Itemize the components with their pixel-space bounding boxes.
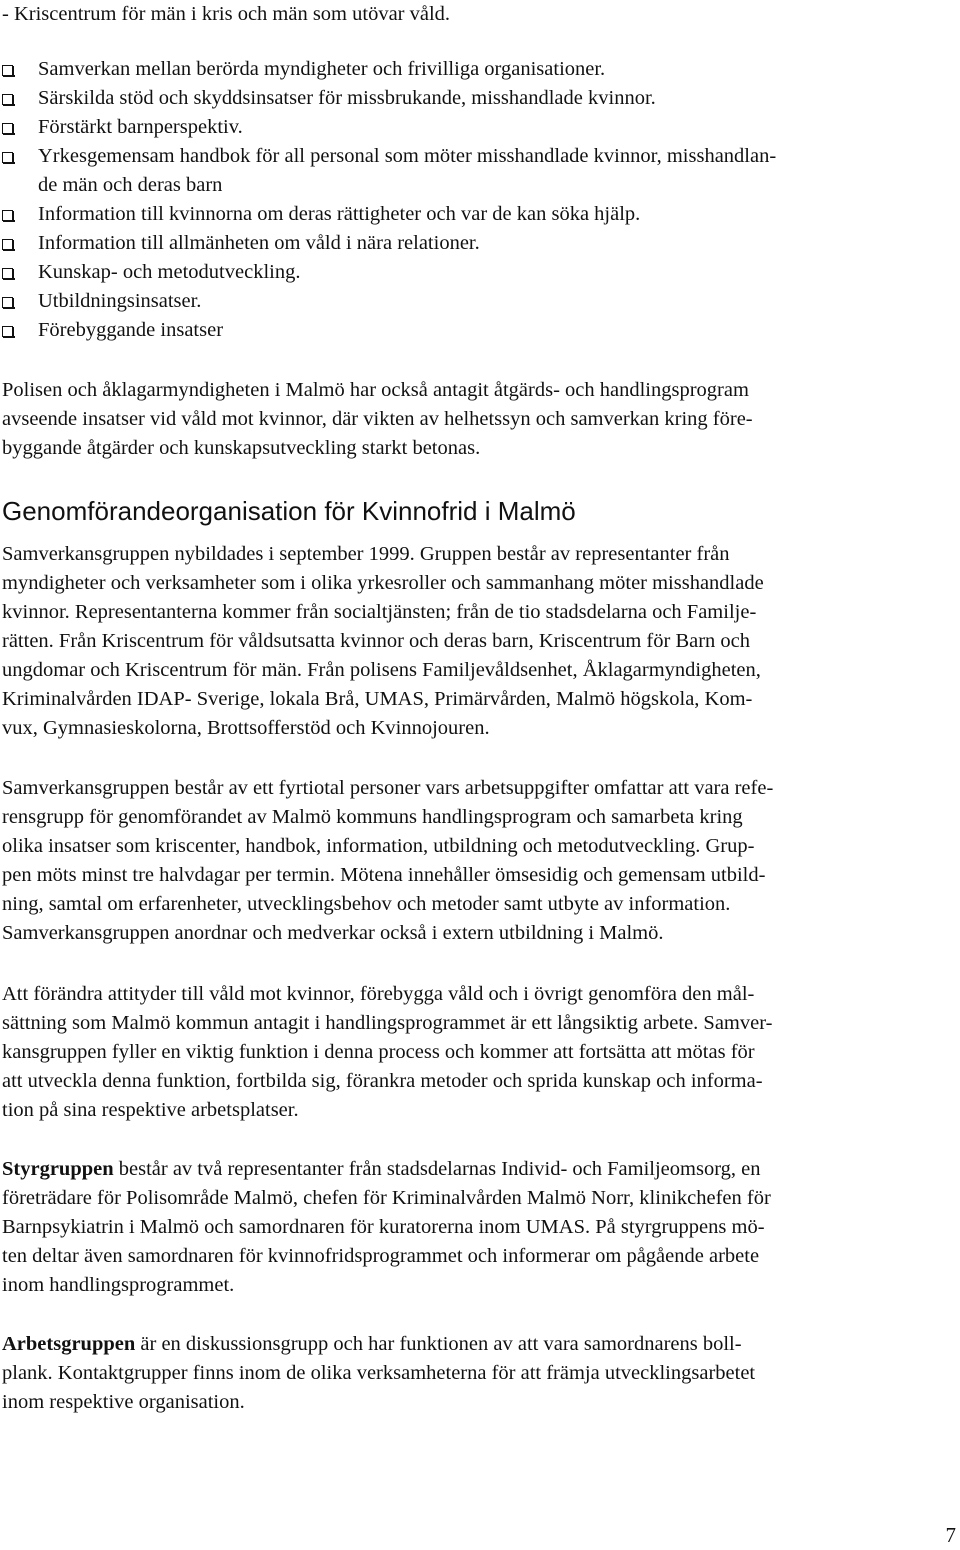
checkbox-bullet-icon (2, 326, 13, 337)
bullet-item-text: Information till allmänheten om våld i nära relationer. (38, 232, 480, 254)
arbetsgruppen-first-text: är en diskussionsgrupp och har funktionen av att vara samordnarens boll- (135, 1333, 742, 1355)
bullet-item (0, 287, 956, 316)
paragraph-samverkan-1-line: myndigheter och verksamheter som i olika yrkesroller och sammanhang möter misshandlade (2, 572, 764, 594)
styrgruppen-line: ten deltar även samordnaren för kvinnofridsprogrammet och informerar om pågående arbete (2, 1245, 760, 1267)
arbetsgruppen-first-line (2, 1330, 954, 1359)
paragraph-samverkan-1-line: ungdomar och Kriscentrum för män. Från polisens Familjevåldsenhet, Åklagarmyndigheten, (2, 659, 761, 681)
arbetsgruppen-line: plank. Kontaktgrupper finns inom de olika verksamheterna för att främja utvecklingsarbetet (2, 1362, 756, 1384)
paragraph-samverkan-2-line: Samverkansgruppen består av ett fyrtiotal personer vars arbetsuppgifter omfattar att vara refe- (2, 777, 774, 799)
bullet-item (0, 84, 956, 113)
styrgruppen-first-line (2, 1155, 954, 1184)
paragraph-police-line: avseende insatser vid våld mot kvinnor, där vikten av helhetssyn och samverkan kring före- (2, 408, 753, 430)
paragraph-attityder-line: sättning som Malmö kommun antagit i handlingsprogrammet är ett långsiktig arbete. Samver- (2, 1012, 773, 1034)
paragraph-attityder-line: Att förändra attityder till våld mot kvinnor, förebygga våld och i övrigt genomföra den mål- (2, 983, 755, 1005)
paragraph-samverkan-2-line: pen möts minst tre halvdagar per termin. Mötena innehåller ömsesidig och gemensam utbild- (2, 864, 766, 886)
page-number: 7 (945, 1523, 956, 1547)
styrgruppen-term: Styrgruppen (2, 1158, 114, 1180)
checkbox-bullet-icon (2, 123, 13, 134)
paragraph-samverkan-1-line: kvinnor. Representanterna kommer från socialtjänsten; från de tio stadsdelarna och Familje- (2, 601, 757, 623)
checkbox-bullet-icon (2, 239, 13, 250)
paragraph-attityder-line: kansgruppen fyller en viktig funktion i denna process och kommer att fortsätta att mötas för (2, 1041, 755, 1063)
bullet-item (0, 142, 956, 200)
checkbox-bullet-icon (2, 268, 13, 279)
styrgruppen-line: inom handlingsprogrammet. (2, 1274, 235, 1296)
bullet-item (0, 200, 956, 229)
bullet-item-text: Information till kvinnorna om deras rättigheter och var de kan söka hjälp. (38, 203, 641, 225)
paragraph-samverkan-1-line: Samverkansgruppen nybildades i september 1999. Gruppen består av representanter från (2, 543, 730, 565)
styrgruppen-first-text: består av två representanter från stadsdelarnas Individ- och Familjeomsorg, en (113, 1158, 761, 1180)
bullet-item-text: Utbildningsinsatser. (38, 290, 202, 312)
intro-line: - Kriscentrum för män i kris och män som utövar våld. (2, 3, 451, 25)
bullet-item (0, 55, 956, 84)
bullet-item (0, 258, 956, 287)
paragraph-attityder-line: tion på sina respektive arbetsplatser. (2, 1099, 299, 1121)
arbetsgruppen-line: inom respektive organisation. (2, 1391, 245, 1413)
checkbox-bullet-icon (2, 210, 13, 221)
bullet-item-text: de män och deras barn (38, 174, 223, 196)
styrgruppen-line: företrädare för Polisområde Malmö, chefen för Kriminalvården Malmö Norr, klinikchefen för (2, 1187, 771, 1209)
bullet-item (0, 229, 956, 258)
paragraph-samverkan-2-line: olika insatser som kriscenter, handbok, information, utbildning och metodutveckling. Grup- (2, 835, 755, 857)
paragraph-attityder-line: att utveckla denna funktion, fortbilda sig, förankra metoder och sprida kunskap och informa- (2, 1070, 763, 1092)
paragraph-police-line: byggande åtgärder och kunskapsutveckling starkt betonas. (2, 437, 481, 459)
checkbox-bullet-icon (2, 297, 13, 308)
checkbox-bullet-icon (2, 65, 13, 76)
paragraph-samverkan-1-line: rätten. Från Kriscentrum för våldsutsatta kvinnor och deras barn, Kriscentrum för Barn och (2, 630, 751, 652)
bullet-item-text: Särskilda stöd och skyddsinsatser för missbrukande, misshandlade kvinnor. (38, 87, 656, 109)
paragraph-samverkan-2-line: ning, samtal om erfarenheter, utvecklingsbehov och metoder samt utbyte av information. (2, 893, 731, 915)
styrgruppen-line: Barnpsykiatrin i Malmö och samordnaren för kuratorerna inom UMAS. På styrgruppens mö- (2, 1216, 765, 1238)
section-heading: Genomförandeorganisation för Kvinnofrid i Malmö (2, 496, 576, 526)
paragraph-samverkan-2-line: Samverkansgruppen anordnar och medverkar också i extern utbildning i Malmö. (2, 922, 664, 944)
checkbox-bullet-icon (2, 152, 13, 163)
bullet-item-text: Samverkan mellan berörda myndigheter och frivilliga organisationer. (38, 58, 606, 80)
bullet-item (0, 113, 956, 142)
bullet-item-text: Kunskap- och metodutveckling. (38, 261, 301, 283)
paragraph-samverkan-1-line: Kriminalvården IDAP- Sverige, lokala Brå, UMAS, Primärvården, Malmö högskola, Kom- (2, 688, 753, 710)
paragraph-samverkan-2-line: rensgrupp för genomförandet av Malmö kommuns handlingsprogram och samarbeta kring (2, 806, 743, 828)
checkbox-bullet-icon (2, 94, 13, 105)
paragraph-police-line: Polisen och åklagarmyndigheten i Malmö har också antagit åtgärds- och handlingsprogram (2, 379, 749, 401)
paragraph-samverkan-1-line: vux, Gymnasieskolorna, Brottsofferstöd och Kvinnojouren. (2, 717, 490, 739)
bullet-item (0, 316, 956, 345)
bullet-item-text: Yrkesgemensam handbok för all personal som möter misshandlade kvinnor, misshandlan- (38, 145, 777, 167)
arbetsgruppen-term: Arbetsgruppen (2, 1333, 136, 1355)
bullet-item-text: Förebyggande insatser (38, 319, 224, 341)
bullet-item-text: Förstärkt barnperspektiv. (38, 116, 243, 138)
